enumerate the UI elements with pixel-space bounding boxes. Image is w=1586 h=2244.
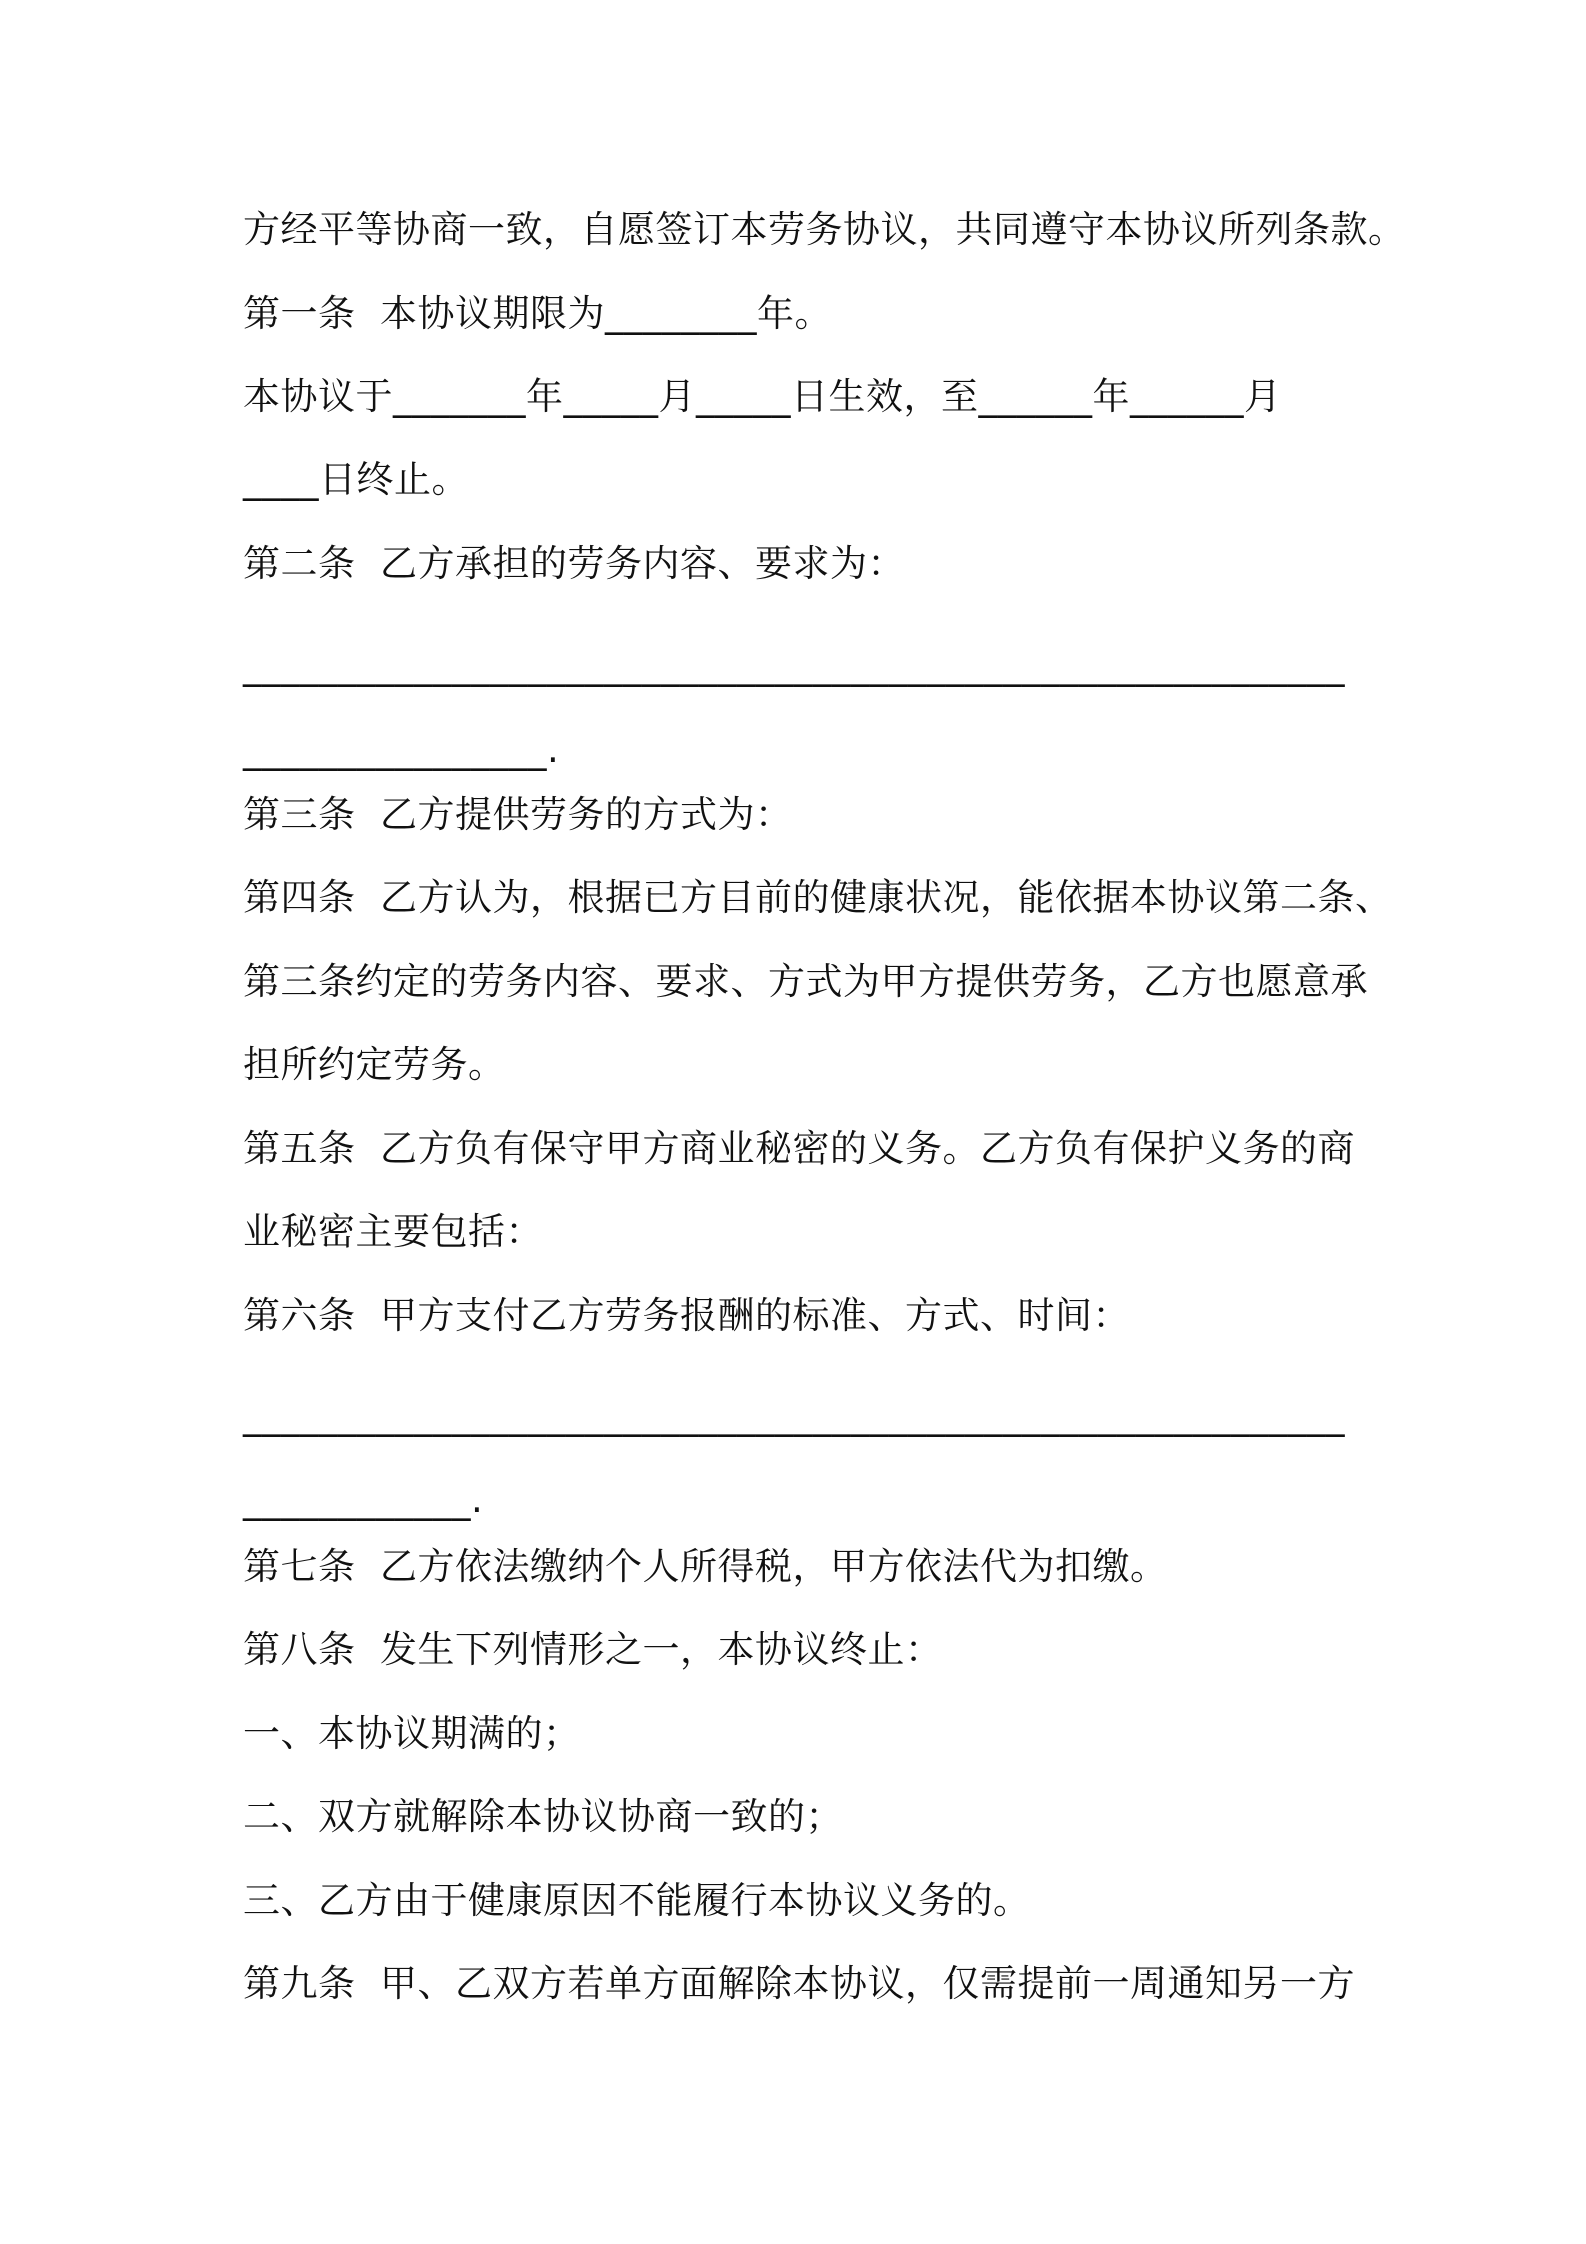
list-item: 一、本协议期满的； xyxy=(243,1712,581,1755)
blank-fill-line: __________________________________________________________ xyxy=(243,644,1345,687)
article-3-line: 第三条 乙方提供劳务的方式为： xyxy=(243,793,793,836)
article-1-line: 第一条 本协议期限为________年。 xyxy=(243,292,833,335)
text-line: 担所约定劳务。 xyxy=(243,1043,506,1086)
text-line: 业秘密主要包括： xyxy=(243,1210,543,1253)
blank-fill-line: ____________. xyxy=(243,1478,484,1521)
list-item: 三、乙方由于健康原因不能履行本协议义务的。 xyxy=(243,1879,1031,1922)
blank-fill-line: __________________________________________________________ xyxy=(243,1394,1345,1437)
article-6-line: 第六条 甲方支付乙方劳务报酬的标准、方式、时间： xyxy=(243,1294,1131,1337)
article-4-line: 第四条 乙方认为，根据已方目前的健康状况，能依据本协议第二条、 xyxy=(243,876,1393,919)
text-line: 本协议于_______年_____月_____日生效，至______年______月 xyxy=(243,375,1282,418)
article-2-line: 第二条 乙方承担的劳务内容、要求为： xyxy=(243,542,906,585)
text-line: 方经平等协商一致，自愿签订本劳务协议，共同遵守本协议所列条款。 xyxy=(243,208,1406,251)
text-line: 第三条约定的劳务内容、要求、方式为甲方提供劳务，乙方也愿意承 xyxy=(243,960,1368,1003)
article-5-line: 第五条 乙方负有保守甲方商业秘密的义务。乙方负有保护义务的商 xyxy=(243,1127,1356,1170)
article-7-line: 第七条 乙方依法缴纳个人所得税，甲方依法代为扣缴。 xyxy=(243,1545,1168,1588)
blank-fill-line: ________________. xyxy=(243,728,560,771)
list-item: 二、双方就解除本协议协商一致的； xyxy=(243,1795,843,1838)
text-line: ____日终止。 xyxy=(243,458,469,501)
article-8-line: 第八条 发生下列情形之一，本协议终止： xyxy=(243,1628,943,1671)
article-9-line: 第九条 甲、乙双方若单方面解除本协议，仅需提前一周通知另一方 xyxy=(243,1962,1356,2005)
